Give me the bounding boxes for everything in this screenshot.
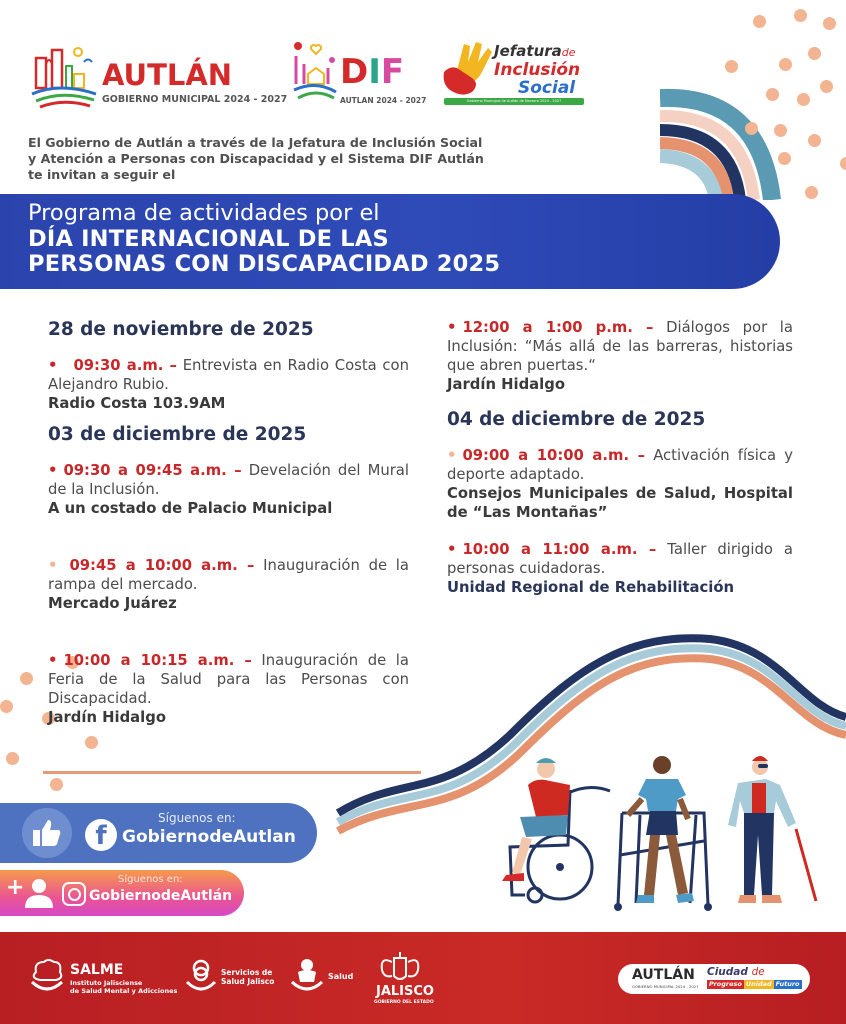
salud-logo	[290, 958, 354, 998]
bullet-icon: •	[447, 541, 457, 558]
event-description: Taller dirigido a personas cuidadoras.	[447, 541, 793, 577]
decor-dot	[808, 134, 821, 147]
banner-line-3: PERSONAS CON DISCAPACIDAD 2025	[28, 251, 501, 277]
date-heading-day1: 28 de noviembre de 2025	[48, 319, 314, 340]
autlan-city-icon	[30, 44, 98, 110]
bullet-icon: •	[48, 557, 58, 574]
instagram-icon	[62, 882, 86, 906]
ssj-label: Servicios de Salud Jalisco	[221, 968, 275, 986]
bullet-icon: •	[48, 462, 58, 479]
event-description: Entrevista en Radio Costa con Alejandro Rubio.	[48, 357, 409, 393]
event-item	[48, 461, 409, 518]
badge-tags	[707, 980, 802, 989]
cane-user-figure	[728, 756, 816, 903]
event-description: Activación física y deporte adaptado.	[447, 447, 793, 483]
servicios-salud-jalisco-logo	[185, 958, 275, 998]
decor-dot	[794, 9, 807, 22]
event-time: 09:45 a 10:00 a.m. –	[69, 557, 255, 574]
decor-dot	[774, 124, 787, 137]
event-place: Jardín Hidalgo	[447, 376, 565, 393]
intro-line-2: y Atención a Personas con Discapacidad y el Sistema DIF Autlán	[28, 151, 484, 166]
salud-label: Salud	[328, 972, 354, 981]
autlan-ciudad-badge	[618, 964, 810, 994]
dif-logo	[292, 40, 432, 112]
autlan-logo	[30, 40, 288, 112]
jalisco-subtitle: GOBIERNO DEL ESTADO	[374, 1000, 434, 1005]
jefatura-band: Gobierno Municipal de Autlán de Navarro 2024 - 2027	[444, 98, 584, 105]
decor-dot	[779, 58, 792, 71]
decor-dot	[778, 152, 791, 165]
decor-dot	[6, 752, 19, 765]
tag-unidad: Unidad	[745, 980, 772, 988]
decor-dot	[808, 47, 821, 60]
bullet-icon: •	[447, 447, 457, 464]
event-description: Inauguración de la rampa del mercado.	[48, 557, 409, 593]
bullet-icon: •	[447, 319, 457, 336]
event-item	[48, 556, 409, 613]
dif-logo-title	[340, 52, 404, 92]
event-time: 09:00 a 10:00 a.m. –	[462, 447, 646, 464]
decor-dot	[50, 778, 63, 791]
dif-family-icon	[292, 40, 338, 106]
event-place: Radio Costa 103.9AM	[48, 395, 226, 412]
ssj-icon	[185, 958, 217, 994]
event-time: 09:30 a 09:45 a.m. –	[63, 462, 242, 479]
salme-title: SALME	[70, 962, 124, 978]
instagram-handle[interactable]: GobiernodeAutlán	[89, 888, 233, 904]
thumbs-up-icon	[22, 808, 72, 858]
title-banner	[0, 194, 780, 289]
schedule-right-column	[447, 318, 793, 597]
autlan-logo-subtitle: GOBIERNO MUNICIPAL 2024 - 2027	[102, 94, 288, 105]
salme-logo	[28, 958, 178, 998]
user-icon	[24, 878, 54, 908]
jefatura-logo	[442, 40, 592, 112]
event-time: 10:00 a 11:00 a.m. –	[462, 541, 657, 558]
walker-user-figure	[614, 756, 712, 911]
decor-dot	[840, 157, 846, 170]
event-place: A un costado de Palacio Municipal	[48, 500, 333, 517]
banner-line-2: DÍA INTERNACIONAL DE LAS	[28, 226, 389, 252]
jefatura-line2: Inclusión	[494, 60, 581, 80]
autlan-logo-title: AUTLÁN	[102, 58, 233, 92]
event-description: Inauguración de la Feria de la Salud para las Personas con Discapacidad.	[48, 652, 409, 707]
jefatura-line1: Jefaturade	[494, 42, 576, 60]
dif-logo-subtitle: AUTLAN 2024 - 2027	[340, 96, 427, 105]
intro-line-1: El Gobierno de Autlán a través de la Jefatura de Inclusión Social	[28, 135, 483, 150]
facebook-follow-button[interactable]	[0, 803, 317, 863]
badge-autlan-sub: GOBIERNO MUNICIPAL 2024 - 2027	[632, 984, 699, 989]
plus-icon: +	[6, 875, 25, 900]
facebook-label: Síguenos en:	[158, 811, 236, 825]
instagram-follow-button[interactable]	[0, 870, 244, 916]
decor-dot	[805, 186, 818, 199]
event-place: Unidad Regional de Rehabilitación	[447, 579, 735, 596]
event-time: 12:00 a 1:00 p.m. –	[462, 319, 654, 336]
bullet-icon: •	[48, 652, 58, 669]
instagram-label: Síguenos en:	[118, 874, 183, 885]
event-time: 10:00 a 10:15 a.m. –	[63, 652, 252, 669]
decor-dot	[820, 80, 833, 93]
banner-line-1: Programa de actividades por el	[28, 200, 380, 226]
bullet-icon: •	[48, 357, 58, 374]
date-heading-day3: 04 de diciembre de 2025	[447, 409, 706, 430]
tag-progreso: Progreso	[709, 980, 742, 988]
intro-line-3: te invitan a seguir el	[28, 167, 176, 182]
decor-dot	[0, 700, 13, 713]
event-time: 09:30 a.m. –	[73, 357, 177, 374]
event-description: Diálogos por la Inclusión: “Más allá de las barreras, historias que abren puertas.“	[447, 319, 793, 374]
jefatura-line3: Social	[518, 78, 576, 98]
decor-dot	[20, 672, 33, 685]
brain-icon	[28, 958, 66, 994]
jalisco-title: JALISCO	[376, 984, 434, 999]
decor-dot	[823, 17, 836, 30]
badge-ciudad: Ciudad de	[707, 966, 765, 978]
dif-letter-f: F	[380, 52, 405, 92]
hands-icon	[442, 40, 496, 98]
dif-letter-i: I	[368, 52, 381, 92]
wheelchair-user-figure	[502, 758, 610, 902]
salud-icon	[290, 958, 324, 994]
event-description: Develación del Mural de la Inclusión.	[48, 462, 409, 498]
intro-text	[28, 135, 508, 183]
event-item	[48, 356, 409, 413]
decor-dot	[725, 60, 738, 73]
people-illustration	[490, 755, 820, 915]
decor-dot	[797, 93, 810, 106]
decor-dot	[745, 122, 758, 135]
event-item	[447, 540, 793, 597]
event-place: Jardín Hidalgo	[48, 709, 166, 726]
event-item	[447, 446, 793, 522]
jalisco-shield-icon	[370, 950, 430, 984]
decor-dot	[85, 736, 98, 749]
facebook-icon: f	[85, 819, 117, 851]
badge-autlan-name: AUTLÁN	[632, 967, 695, 983]
decor-dot	[766, 88, 779, 101]
event-place: Mercado Juárez	[48, 595, 177, 612]
date-heading-day2: 03 de diciembre de 2025	[48, 424, 307, 445]
jalisco-logo	[370, 950, 434, 1005]
tag-futuro: Futuro	[775, 980, 800, 988]
decor-dot	[753, 15, 766, 28]
salme-subtitle: Instituto Jalisciense de Salud Mental y Adicciones	[70, 979, 178, 995]
event-item	[447, 318, 793, 394]
dif-letter-d: D	[340, 52, 369, 92]
facebook-handle[interactable]: GobiernodeAutlan	[122, 827, 296, 847]
event-place: Consejos Municipales de Salud, Hospital de “Las Montañas”	[447, 485, 793, 521]
